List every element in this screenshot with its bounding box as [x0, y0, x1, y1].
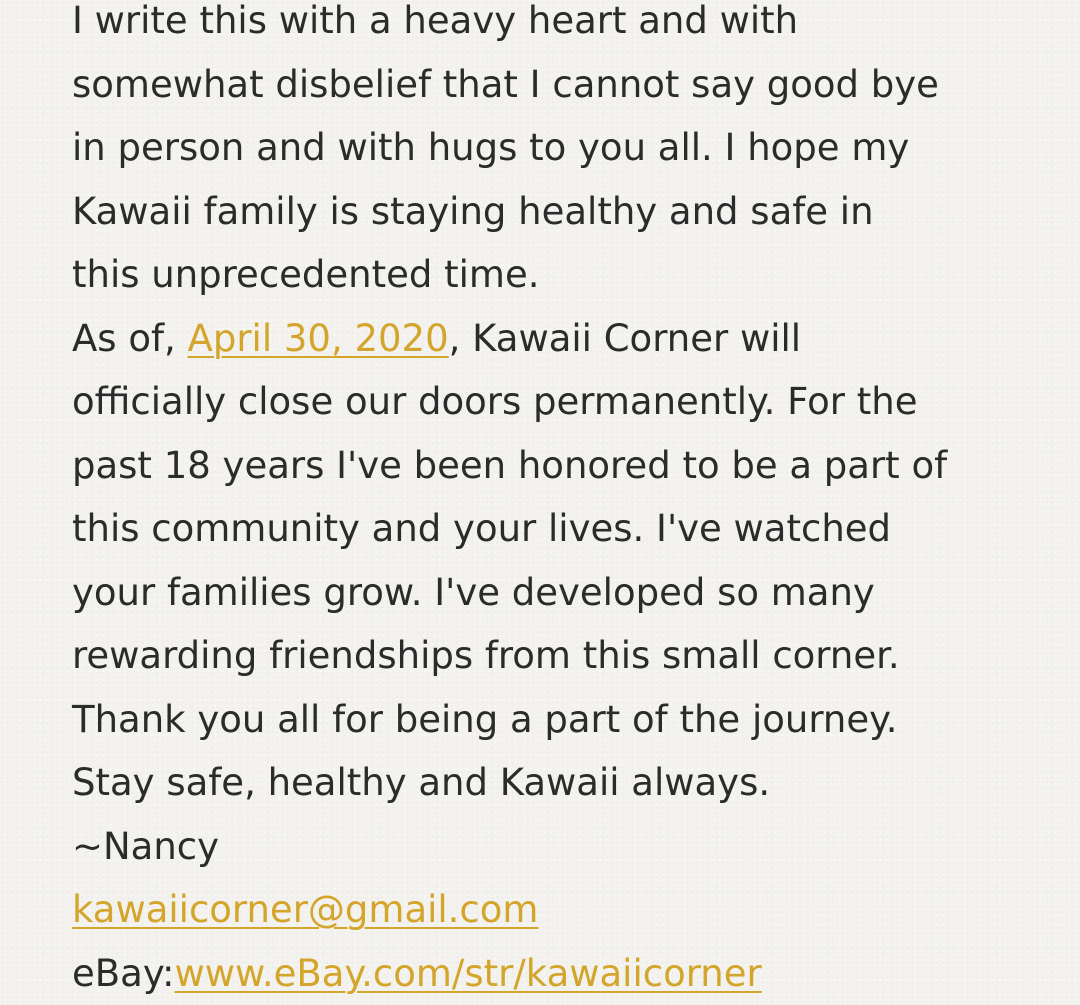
closing-date-line	[72, 307, 1062, 371]
note-line: this unprecedented time.	[72, 243, 1062, 307]
note-line: past 18 years I've been honored to be a part of	[72, 434, 1062, 498]
note-line: rewarding friendships from this small corner.	[72, 624, 1062, 688]
closing-suffix: , Kawaii Corner will	[449, 317, 801, 360]
note-line: officially close our doors permanently. For the	[72, 370, 1062, 434]
note-line: Thank you all for being a part of the journey.	[72, 688, 1062, 752]
note-line: in person and with hugs to you all. I hope my	[72, 116, 1062, 180]
note-line: Stay safe, healthy and Kawaii always.	[72, 751, 1062, 815]
signature: ~Nancy	[72, 815, 1062, 879]
note-line: Kawaii family is staying healthy and safe in	[72, 180, 1062, 244]
ebay-link[interactable]: www.eBay.com/str/kawaiicorner	[175, 952, 762, 995]
note-line: I write this with a heavy heart and with	[72, 0, 1062, 53]
note-text	[72, 0, 1062, 1005]
ebay-prefix: eBay:	[72, 952, 175, 995]
ebay-line	[72, 942, 1062, 1005]
closing-prefix: As of,	[72, 317, 188, 360]
date-link[interactable]: April 30, 2020	[188, 317, 449, 360]
note-line: your families grow. I've developed so many	[72, 561, 1062, 625]
email-link[interactable]: kawaiicorner@gmail.com	[72, 888, 538, 931]
note-line: this community and your lives. I've watched	[72, 497, 1062, 561]
email-line	[72, 878, 1062, 942]
note-line: somewhat disbelief that I cannot say good bye	[72, 53, 1062, 117]
